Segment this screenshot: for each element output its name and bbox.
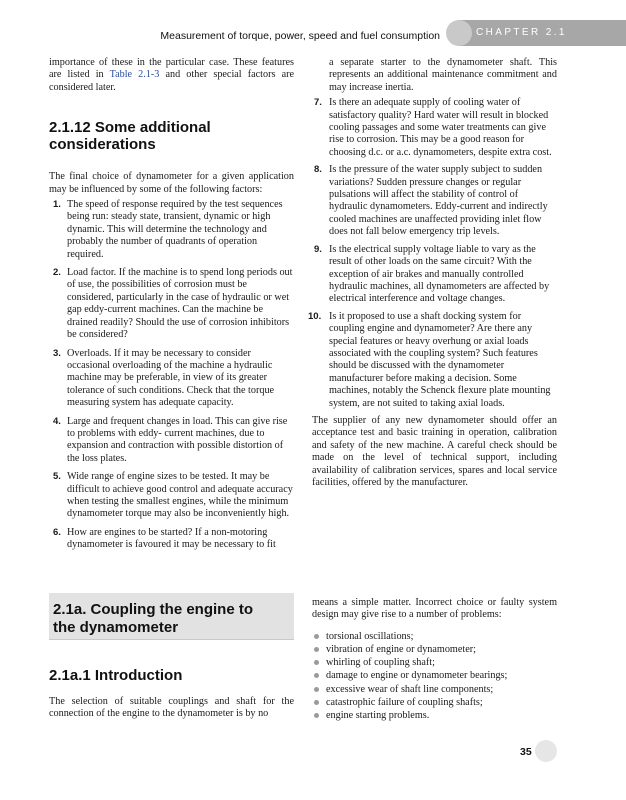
list-item <box>49 416 294 466</box>
item-text: How are engines to be started? If a non-motoring dynamometer is favoured it may be necessary to fit <box>67 526 276 551</box>
list-item <box>49 267 294 341</box>
bullet-text: engine starting problems. <box>326 710 430 722</box>
bullet-icon <box>314 687 319 692</box>
bullet-text: whirling of coupling shaft; <box>326 657 435 669</box>
item-number: 10. <box>308 310 322 322</box>
list-item <box>312 669 557 682</box>
right-column <box>308 57 557 489</box>
chapter-label: CHAPTER 2.1 <box>476 27 567 38</box>
intro-paragraph <box>49 57 294 94</box>
page-number-circle <box>535 740 557 762</box>
bullet-icon <box>314 700 319 705</box>
item-number: 9. <box>314 243 322 255</box>
list-item <box>312 683 557 696</box>
list-item <box>312 709 557 722</box>
bullet-text: damage to engine or dynamometer bearings; <box>326 670 508 682</box>
item-text: Overloads. If it may be necessary to consider occasional overloading of the machine a hydraulic machine may be preferable, in view of its greater tolerance of such conditions. Check that the torque measuring system has adequate capacity. <box>67 347 275 409</box>
item-text: Is it proposed to use a shaft docking system for coupling engine and dynamometer? Are there any special features or heavy overhung or axial loads associated with the coupling system? Such features should be discussed with the dynamometer manufacturer before making a decision. Some machines, notably the Schenck flexure plate mounting system, are not suited to taking axial loads. <box>329 310 551 409</box>
item-text: Is the pressure of the water supply subject to sudden variations? Sudden pressure changes or regular pulsations will affect the stability of control of hydraulic dynamometers. Eddy-current and indirectly cooled machines are unaffected providing inlet flow does not fall below emergency trip levels. <box>329 164 548 238</box>
list-item <box>312 630 557 643</box>
bullet-text: excessive wear of shaft line components; <box>326 683 494 695</box>
item-text: Load factor. If the machine is to spend long periods out of use, the possibilities of corrosion must be considered, particularly in the case of hydraulic or wet gap eddy-current machines. Can the machine be drained readily? Should the use of corrosion inhibitors be considered? <box>67 267 293 341</box>
table-reference-link[interactable]: Table 2.1-3 <box>109 69 160 81</box>
bullet-text: vibration of engine or dynamometer; <box>326 644 476 656</box>
list-item <box>49 199 294 261</box>
list-item <box>312 656 557 669</box>
item-number: 4. <box>53 415 61 427</box>
list-item <box>308 310 557 410</box>
running-title: Measurement of torque, power, speed and fuel consumption <box>160 30 440 42</box>
intro-text-a: importance of these in the particular case. These features are listed in <box>49 57 294 81</box>
list-item <box>49 527 294 552</box>
bullet-icon <box>314 660 319 665</box>
bullet-icon <box>314 673 319 678</box>
chapter-tab-circle <box>446 20 472 46</box>
bullet-text: catastrophic failure of coupling shafts; <box>326 696 483 708</box>
problems-intro: means a simple matter. Incorrect choice or faulty system design may give rise to a number of problems: <box>312 597 557 621</box>
item-number: 2. <box>53 267 61 279</box>
box-heading: 2.1a. Coupling the engine to the dynamometer <box>53 601 254 636</box>
problems-column <box>312 597 557 722</box>
list-item <box>312 97 557 159</box>
section-intro: The final choice of dynamometer for a given application may be influenced by some of the following factors: <box>49 171 294 195</box>
page-header <box>0 0 626 46</box>
item-text: The speed of response required by the test sequences being run: steady state, transient, dynamic or high dynamic. This will determine the technology and probably the number of quadrants of operation required. <box>67 199 283 260</box>
item-text: Is there an adequate supply of cooling water of satisfactory quality? Hard water will result in blocked cooling passages and some water treatments can give rise to corrosion. This may be a good reason for choosing d.c. or a.c. dynamometers, despite extra cost. <box>329 97 552 158</box>
left-column <box>49 57 294 552</box>
problems-list <box>312 630 557 722</box>
intro-text-b: and other special factors are considered later. <box>49 69 294 93</box>
factor-list-continued <box>308 97 557 410</box>
list-item <box>312 164 557 238</box>
section-box <box>49 593 294 640</box>
item-text: Wide range of engine sizes to be tested. It may be difficult to achieve good control and adequate accuracy when testing the smallest engines, while the minimum dynamometer torque may also be inconveniently high. <box>67 471 293 520</box>
bullet-icon <box>314 647 319 652</box>
item-number: 1. <box>53 199 61 211</box>
item-number: 5. <box>53 471 61 483</box>
section-heading: 2.1.12 Some additional considerations <box>49 119 211 154</box>
continuation-text: a separate starter to the dynamometer shaft. This represents an additional maintenance commitment and may increase inertia. <box>329 57 557 93</box>
list-item <box>49 471 294 521</box>
closing-paragraph: The supplier of any new dynamometer should offer an acceptance test and basic training in operation, calibration and safety of the new machine. A careful check should be made on the level of technical support, including availability of calibration services, spares and local service facilities, offered by the manufacturer. <box>312 414 557 488</box>
list-item <box>49 348 294 410</box>
item-number: 7. <box>314 97 322 109</box>
bullet-icon <box>314 634 319 639</box>
bullet-text: torsional oscillations; <box>326 630 414 642</box>
intro-body: The selection of suitable couplings and shaft for the connection of the engine to the dynamometer is by no <box>49 696 294 720</box>
factor-list <box>49 199 294 552</box>
item-number: 8. <box>314 164 322 176</box>
list-item <box>312 643 557 656</box>
intro-heading: 2.1a.1 Introduction <box>49 667 183 684</box>
item-number: 6. <box>53 526 61 538</box>
list-item <box>312 696 557 709</box>
item-text: Is the electrical supply voltage liable to vary as the result of other loads on the same circuit? With the exception of air brakes and manually controlled hydraulic machines, all dynamometers are affected by electrical interference and voltage changes. <box>329 243 550 305</box>
page-number: 35 <box>520 746 532 758</box>
list-item <box>312 244 557 306</box>
item-text: Large and frequent changes in load. This can give rise to problems with eddy- current machines, due to expansion and contraction with possible distortion of the loss plates. <box>67 415 288 464</box>
item-number: 3. <box>53 347 61 359</box>
bullet-icon <box>314 713 319 718</box>
